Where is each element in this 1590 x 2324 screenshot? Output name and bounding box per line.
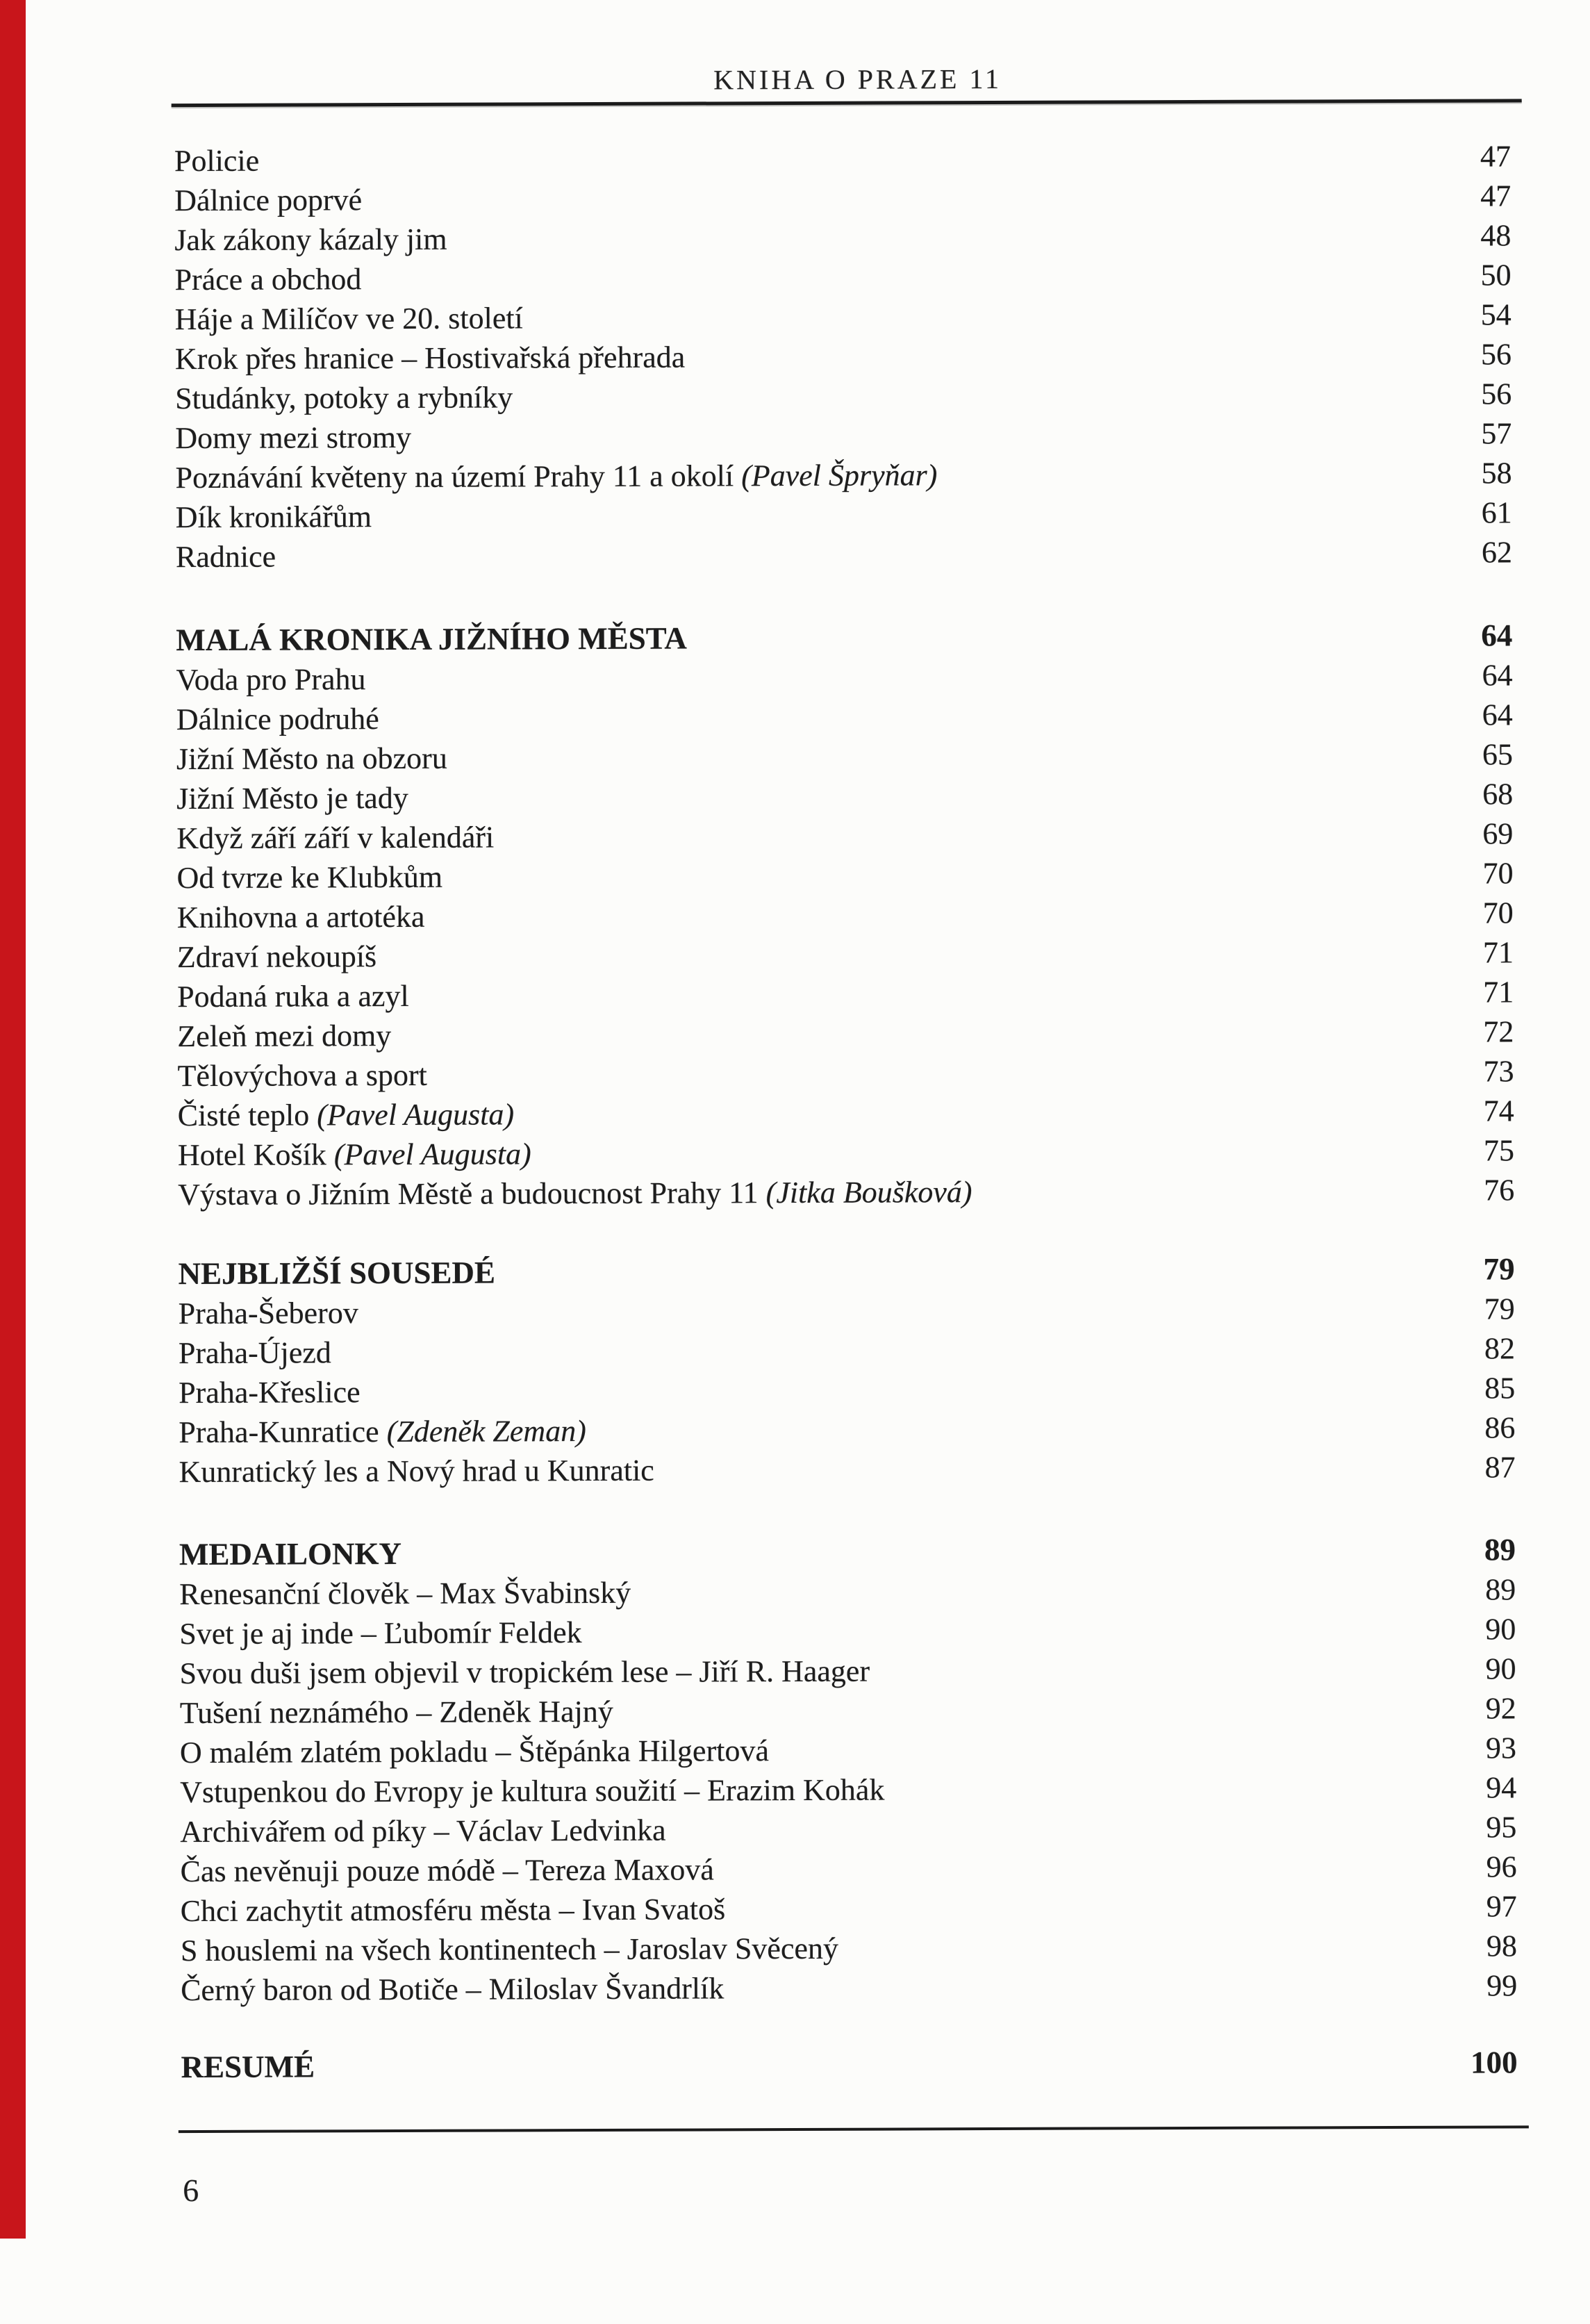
toc-item-author-note: (Pavel Augusta)	[333, 1137, 531, 1172]
toc-item-label	[178, 1134, 531, 1175]
page-number: 90	[1485, 1612, 1516, 1647]
page-number: 48	[1480, 218, 1512, 253]
toc-item-row	[179, 1368, 1515, 1412]
toc-item-text: O malém zlatém pokladu – Štěpánka Hilgertová	[179, 1733, 770, 1770]
toc-section-heading-row	[181, 2043, 1517, 2087]
toc-item-row	[176, 493, 1512, 537]
toc-item-row	[178, 1091, 1514, 1135]
page-number: 76	[1484, 1173, 1515, 1208]
toc-item-row	[178, 1130, 1514, 1175]
toc-item-text: Jižní Město na obzoru	[176, 741, 447, 777]
toc-item-text: Domy mezi stromy	[175, 420, 412, 456]
toc-item-text: Čas nevěnuji pouze módě – Tereza Maxová	[180, 1852, 714, 1889]
toc-item-text: S houslemi na všech kontinentech – Jaroslav Svěcený	[180, 1931, 839, 1968]
toc-item-text: Černý baron od Botiče – Miloslav Švandrlík	[181, 1971, 724, 2008]
page-number: 72	[1483, 1014, 1514, 1049]
toc-section	[178, 1249, 1515, 1492]
toc-item-row	[177, 893, 1514, 937]
page-number: 82	[1484, 1331, 1516, 1366]
toc-section-heading-row	[178, 1249, 1514, 1294]
toc-item-label	[175, 377, 513, 418]
toc-item-row	[175, 334, 1512, 379]
page-number: 70	[1482, 856, 1514, 891]
toc-item-row	[176, 853, 1513, 898]
toc-item-label	[179, 1293, 358, 1333]
toc-item-row	[175, 413, 1512, 458]
toc-item-label	[176, 497, 372, 537]
toc-item-author-note: (Pavel Augusta)	[317, 1097, 515, 1132]
toc-item-text: RESUMÉ	[181, 2049, 315, 2085]
toc-item-row	[174, 255, 1511, 299]
toc-item-text: Práce a obchod	[174, 262, 362, 297]
toc-item-author-note: (Zdeněk Zeman)	[386, 1414, 586, 1449]
toc-item-row	[181, 1965, 1517, 2010]
toc-item-label	[179, 1651, 870, 1693]
running-header-title: KNIHA O PRAZE 11	[713, 63, 1002, 96]
toc-item-row	[174, 215, 1511, 260]
page-number: 96	[1486, 1849, 1517, 1884]
toc-item-text: Podaná ruka a azyl	[177, 978, 409, 1014]
toc-item-label	[179, 1613, 581, 1654]
toc-item-row	[180, 1728, 1516, 1772]
page-number: 85	[1484, 1371, 1516, 1406]
toc-item-row	[179, 1649, 1516, 1693]
toc-item-row	[174, 136, 1511, 181]
toc-item-label	[181, 1968, 724, 2010]
toc-item-text: NEJBLIŽŠÍ SOUSEDÉ	[178, 1255, 496, 1292]
page-number: 61	[1481, 495, 1512, 530]
toc-item-row	[179, 1447, 1515, 1492]
toc-item-row	[181, 1886, 1517, 1931]
toc-item-label	[175, 298, 523, 339]
page-number: 70	[1482, 896, 1514, 930]
toc-item-label	[179, 1451, 654, 1492]
page-number: 57	[1481, 416, 1512, 451]
page-number: 56	[1481, 377, 1512, 411]
toc-item-row	[175, 453, 1512, 497]
page-number: 50	[1480, 258, 1512, 292]
toc-item-label	[177, 937, 376, 977]
toc-item-text: Tušení neznámého – Zdeněk Hajný	[179, 1694, 613, 1731]
page-number: 64	[1482, 698, 1513, 732]
toc-item-text: Praha-Kunratice	[179, 1415, 379, 1450]
page-number: 71	[1483, 975, 1514, 1009]
toc-item-text: Zeleň mezi domy	[177, 1019, 392, 1054]
toc-item-row	[175, 374, 1512, 418]
toc-item-text: Archivářem od píky – Václav Ledvinka	[180, 1813, 666, 1849]
toc-item-row	[175, 295, 1512, 339]
toc-item-text: Praha-Křeslice	[179, 1375, 361, 1410]
toc-item-label	[178, 1094, 515, 1135]
toc-item-label	[177, 1055, 427, 1096]
toc-item-text: Renesanční člověk – Max Švabinský	[179, 1575, 631, 1612]
toc-item-text: Radnice	[175, 539, 276, 575]
toc-item-label	[174, 180, 362, 220]
page-number: 58	[1481, 456, 1512, 491]
toc-section-heading	[179, 1534, 401, 1574]
toc-item-text: Jižní Město je tady	[176, 780, 408, 816]
toc-item-row	[176, 734, 1513, 779]
toc-item-label	[179, 1333, 331, 1373]
toc-item-text: Chci zachytit atmosféru města – Ivan Svatoš	[180, 1892, 726, 1929]
toc-item-label	[175, 455, 937, 497]
toc-item-label	[176, 739, 447, 779]
page-number: 73	[1483, 1054, 1514, 1089]
page-number: 92	[1485, 1691, 1516, 1726]
toc-item-row	[177, 972, 1514, 1016]
page-number: 94	[1486, 1770, 1517, 1805]
toc-section	[179, 1530, 1517, 2010]
toc-item-text: Jak zákony kázaly jim	[174, 222, 447, 258]
toc-item-text: Když září září v kalendáři	[176, 820, 495, 856]
toc-item-row	[177, 932, 1514, 977]
page-number: 75	[1483, 1133, 1515, 1168]
toc-item-label	[176, 818, 494, 859]
toc-item-label	[180, 1731, 769, 1772]
toc-item-label	[180, 1770, 884, 1813]
page-number: 79	[1484, 1292, 1515, 1326]
page-number: 86	[1484, 1410, 1516, 1445]
toc-item-text: Praha-Šeberov	[178, 1296, 358, 1331]
toc-item-text: Od tvrze ke Klubkům	[176, 859, 443, 896]
toc-section-heading-row	[179, 1530, 1516, 1574]
page-number: 89	[1485, 1572, 1516, 1607]
toc-item-row	[180, 1688, 1516, 1733]
toc-item-text: Studánky, potoky a rybníky	[175, 380, 513, 416]
toc-item-label	[174, 220, 447, 260]
toc-item-text: Zdraví nekoupíš	[176, 939, 377, 975]
toc-item-row	[180, 1767, 1516, 1812]
toc-section-heading-row	[176, 616, 1512, 660]
toc-item-label	[178, 1172, 972, 1214]
toc-item-row	[181, 1926, 1517, 1970]
page-number: 71	[1482, 935, 1514, 970]
toc-item-row	[179, 1289, 1515, 1333]
toc-item-label	[179, 1411, 586, 1452]
page-number: 100	[1470, 2045, 1518, 2080]
toc-item-label	[180, 1692, 613, 1733]
toc-item-text: Knihovna a artotéka	[176, 899, 425, 935]
toc-item-label	[175, 338, 685, 379]
page-number: 98	[1486, 1929, 1518, 1963]
footer-rule	[179, 2125, 1529, 2133]
toc-item-label	[174, 141, 259, 181]
toc-item-label	[181, 1929, 838, 1970]
toc-item-text: MALÁ KRONIKA JIŽNÍHO MĚSTA	[176, 620, 687, 658]
toc-section	[176, 616, 1514, 1214]
toc-item-row	[180, 1847, 1516, 1891]
page-number: 89	[1484, 1532, 1516, 1567]
toc-item-row	[176, 532, 1512, 577]
toc-item-author-note: (Pavel Špryňar)	[741, 458, 938, 493]
toc-item-text: Hotel Košík	[177, 1137, 326, 1173]
page-number: 64	[1482, 658, 1513, 693]
toc-item-text: Poznávání květeny na území Prahy 11 a okolí	[175, 459, 734, 495]
toc-item-row	[178, 1170, 1514, 1214]
toc-item-row	[174, 176, 1511, 220]
toc-section-heading	[176, 619, 687, 661]
toc-item-row	[176, 655, 1512, 700]
toc-item-text: Kunratický les a Nový hrad u Kunratic	[179, 1453, 654, 1490]
toc-item-text: Dík kronikářům	[175, 500, 372, 535]
toc-item-row	[179, 1609, 1516, 1654]
page-number: 87	[1484, 1450, 1516, 1485]
toc-item-label	[177, 897, 425, 937]
toc-item-row	[179, 1569, 1516, 1614]
page-number: 68	[1482, 777, 1514, 811]
toc-item-row	[176, 814, 1513, 858]
toc-item-text: Háje a Milíčov ve 20. století	[174, 301, 523, 337]
page-number: 90	[1485, 1651, 1516, 1686]
toc-item-label	[179, 1573, 631, 1614]
page-number: 62	[1481, 535, 1513, 570]
toc-item-text: Svet je aj inde – Ľubomír Feldek	[179, 1615, 582, 1651]
toc-item-label	[177, 976, 409, 1016]
toc-item-label	[176, 857, 442, 898]
page-number: 54	[1480, 297, 1512, 332]
toc-item-text: Tělovýchova a sport	[177, 1057, 427, 1094]
toc-item-label	[174, 259, 361, 299]
page-number: 74	[1483, 1094, 1514, 1128]
toc-item-label	[176, 699, 379, 739]
toc-item-text: Vstupenkou do Evropy je kultura soužití – Erazim Kohák	[180, 1772, 885, 1810]
toc-item-label	[181, 1889, 726, 1931]
toc-item-text: Praha-Újezd	[178, 1335, 331, 1371]
toc-item-label	[176, 659, 365, 700]
header-rule	[172, 99, 1522, 107]
toc-item-row	[176, 695, 1513, 739]
toc-item-row	[176, 774, 1513, 818]
toc-item-text: Čisté teplo	[177, 1098, 310, 1133]
toc-item-author-note: (Jitka Boušková)	[765, 1175, 972, 1210]
toc-item-label	[180, 1811, 665, 1852]
page-number: 99	[1487, 1968, 1518, 2003]
toc-item-row	[180, 1807, 1516, 1852]
page-number: 69	[1482, 816, 1514, 851]
toc-item-text: Výstava o Jižním Městě a budoucnost Prahy 11	[178, 1176, 759, 1212]
toc-item-label	[179, 1372, 361, 1412]
toc-section-heading	[181, 2047, 315, 2087]
page-number: 95	[1486, 1810, 1517, 1845]
toc-section-heading	[178, 1253, 495, 1294]
page-number: 79	[1483, 1251, 1515, 1287]
toc-item-row	[179, 1328, 1515, 1373]
page-number-folio: 6	[183, 2173, 199, 2209]
page-number: 65	[1482, 737, 1514, 772]
toc-item-label	[176, 537, 276, 577]
toc-section	[174, 136, 1512, 577]
toc-item-text: Svou duši jsem objevil v tropickém lese – Jiří R. Haager	[179, 1654, 870, 1691]
toc-item-text: Policie	[174, 143, 260, 179]
toc-item-row	[179, 1408, 1515, 1452]
page-number: 47	[1480, 179, 1512, 213]
page-number: 47	[1480, 139, 1512, 174]
toc-item-label	[180, 1849, 713, 1891]
toc-section	[181, 2043, 1517, 2087]
toc-item-row	[177, 1051, 1514, 1096]
page-number: 64	[1481, 618, 1513, 653]
page-number: 93	[1485, 1731, 1517, 1765]
toc-item-text: Dálnice podruhé	[176, 702, 379, 737]
toc-item-label	[175, 418, 411, 458]
page-number: 56	[1480, 337, 1512, 372]
toc-item-label	[176, 778, 408, 818]
toc-item-row	[177, 1012, 1514, 1056]
toc-item-text: MEDAILONKY	[179, 1535, 402, 1572]
toc-item-text: Voda pro Prahu	[176, 662, 366, 698]
toc-item-label	[177, 1016, 391, 1056]
toc-item-text: Krok přes hranice – Hostivařská přehrada	[174, 340, 686, 377]
page-number: 97	[1486, 1889, 1517, 1924]
toc-item-text: Dálnice poprvé	[174, 183, 363, 218]
